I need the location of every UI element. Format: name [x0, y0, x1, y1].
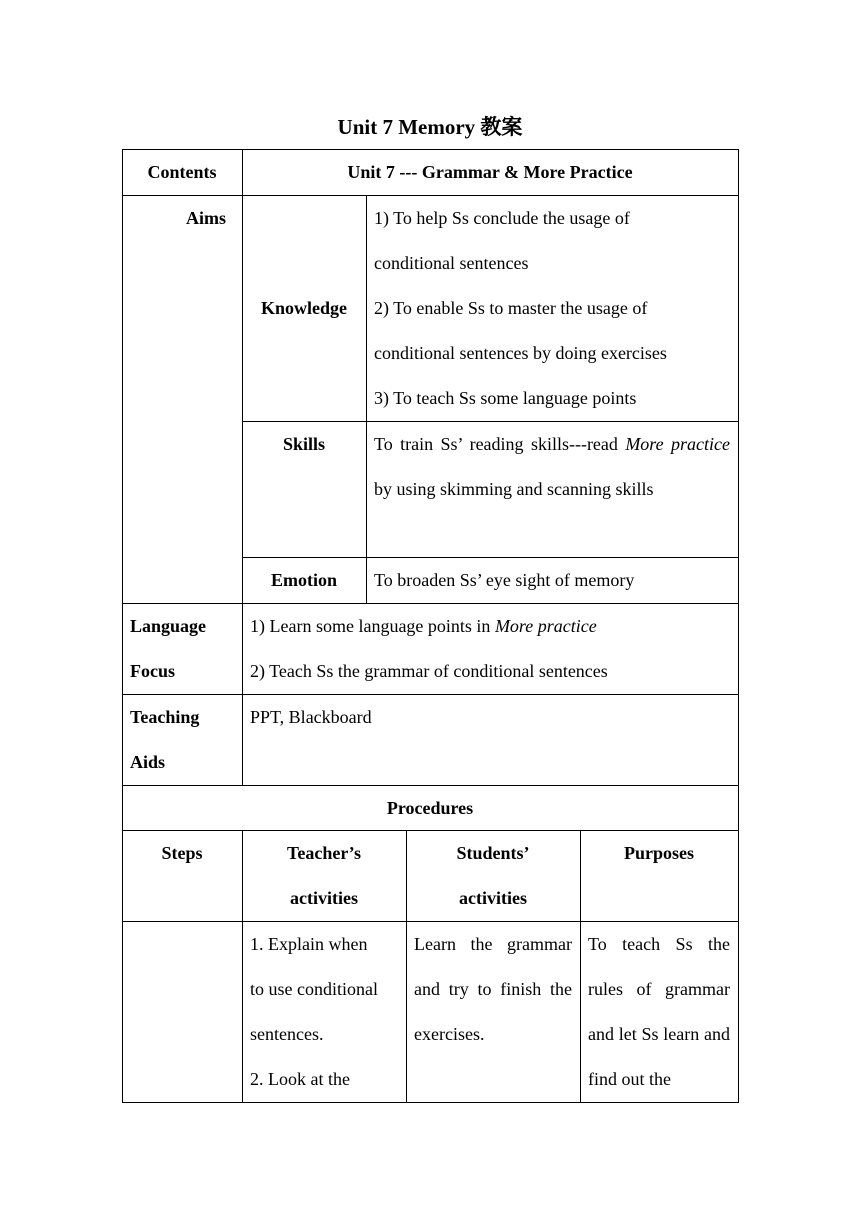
teacher-activity-line: to use conditional	[250, 979, 378, 999]
language-focus-label	[122, 604, 242, 694]
emotion-text: To broaden Ss’ eye sight of memory	[374, 570, 635, 590]
table-border-line	[122, 1102, 739, 1103]
knowledge-item: 2) To enable Ss to master the usage of	[374, 298, 648, 318]
students-activities-header	[406, 831, 580, 921]
teacher-activities-header	[242, 831, 406, 921]
language-focus-item	[242, 604, 738, 649]
teacher-activity-line: 1. Explain when	[250, 934, 368, 954]
teaching-aids-label	[122, 695, 242, 785]
teacher-activity-line: sentences.	[250, 1024, 324, 1044]
language-focus-text: 1) Learn some language points in	[250, 616, 495, 636]
procedures-label: Procedures	[386, 798, 474, 818]
purposes-text: To teach Ss the rules of grammar and let Ss learn and find out the	[588, 934, 730, 1089]
skills-text-part: To train Ss’ reading skills---read	[374, 434, 626, 454]
knowledge-label: Knowledge	[260, 298, 347, 318]
purposes-header: Purposes	[623, 843, 694, 863]
language-focus-label-line: Focus	[130, 661, 175, 681]
emotion-label: Emotion	[270, 570, 337, 590]
language-focus-label-line: Language	[130, 616, 207, 636]
teaching-aids-label-line: Teaching	[130, 707, 200, 727]
teaching-aids-label-line: Aids	[130, 752, 166, 772]
students-activities-header-line: Students’	[456, 843, 530, 863]
language-focus-item: 2) Teach Ss the grammar of conditional sentences	[250, 661, 608, 681]
teacher-activities-header-line: Teacher’s	[287, 843, 361, 863]
contents-value: Unit 7 --- Grammar & More Practice	[347, 162, 633, 182]
knowledge-item: 3) To teach Ss some language points	[374, 388, 637, 408]
skills-text-part: by using skimming and scanning skills	[374, 479, 654, 499]
knowledge-item: conditional sentences by doing exercises	[374, 343, 667, 363]
skills-text	[366, 422, 738, 512]
knowledge-item: conditional sentences	[374, 253, 529, 273]
teacher-activity-line: 2. Look at the	[250, 1069, 350, 1089]
steps-header: Steps	[161, 843, 203, 863]
aims-label: Aims	[186, 208, 226, 228]
teacher-activity	[242, 922, 406, 1102]
knowledge-item: 1) To help Ss conclude the usage of	[374, 208, 630, 228]
skills-text-emphasis: More practice	[625, 434, 731, 454]
contents-label: Contents	[147, 162, 217, 182]
skills-label: Skills	[282, 434, 326, 454]
document-title: Unit 7 Memory 教案	[337, 115, 523, 139]
teaching-aids-value: PPT, Blackboard	[250, 707, 372, 727]
students-activities-header-line: activities	[459, 888, 527, 908]
language-focus-emphasis: More practice	[494, 616, 597, 636]
students-activity: Learn the grammar and try to finish the exercises.	[414, 934, 572, 1044]
teacher-activities-header-line: activities	[290, 888, 358, 908]
table-border-line	[738, 149, 739, 1103]
